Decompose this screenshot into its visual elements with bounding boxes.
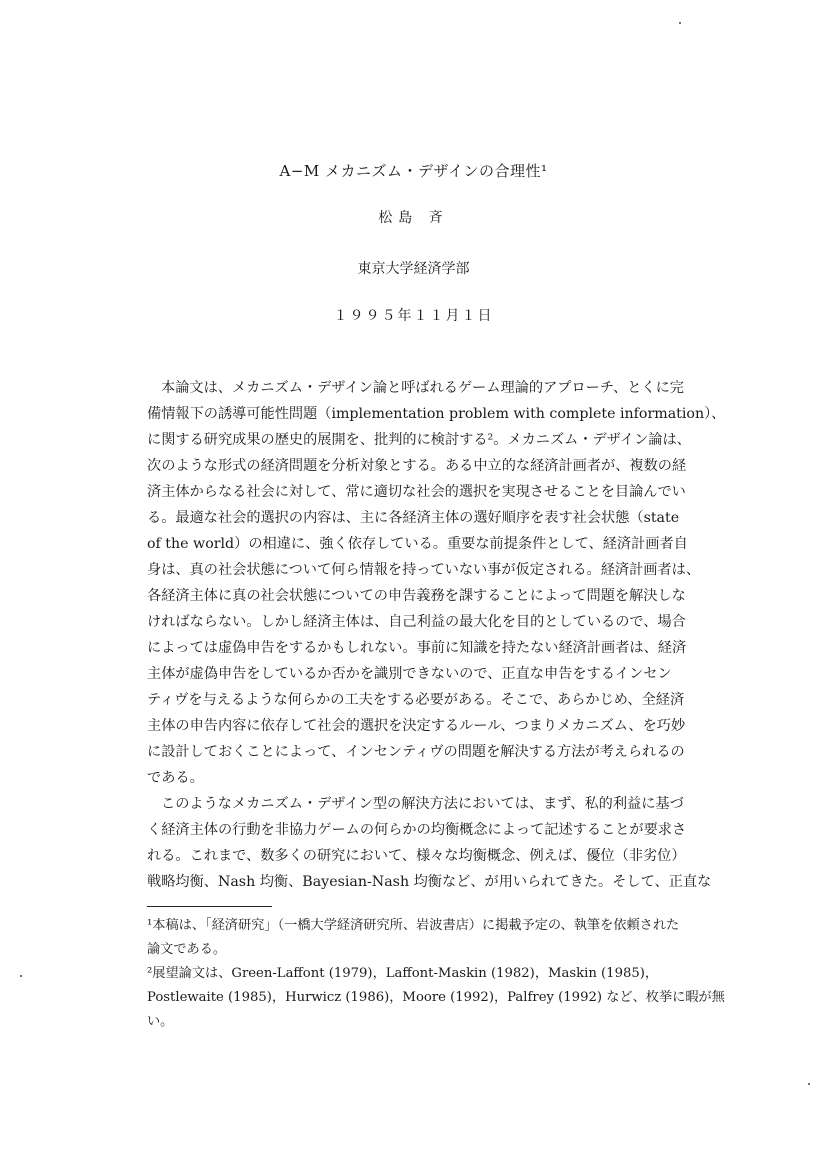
- body-line: ティヴを与えるような何らかの工夫をする必要がある。そこで、あらかじめ、全経済: [147, 692, 685, 708]
- body-line: 本論文は、メカニズム・デザイン論と呼ばれるゲーム理論的アプローチ、とくに完: [161, 380, 684, 396]
- footnote-line: Postlewaite (1985)，Hurwicz (1986)，Moore (1992)，Palfrey (1992) など、枚挙に暇が無: [147, 990, 725, 1005]
- body-line: 身は、真の社会状態について何ら情報を持っていない事が仮定される。経済計画者は、: [147, 562, 701, 578]
- body-line: of the world）の相違に、強く依存している。重要な前提条件として、経済計画者自: [147, 536, 688, 552]
- body-line: である。: [147, 770, 204, 786]
- body-line: 主体が虚偽申告をしているか否かを識別できないので、正直な申告をするインセン: [147, 666, 672, 682]
- body-line: 済主体からなる社会に対して、常に適切な社会的選択を実現させることを目論んでい: [147, 484, 686, 500]
- body-line: によっては虚偽申告をするかもしれない。事前に知識を持たない経済計画者は、経済: [147, 640, 687, 656]
- scan-speck: [808, 1083, 810, 1085]
- footnote-line: ²展望論文は、Green-Laffont (1979)，Laffont-Maskin (1982)，Maskin (1985)，: [147, 966, 659, 981]
- body-line: る。最適な社会的選択の内容は、主に各経済主体の選好順序を表す社会状態（state: [147, 510, 680, 526]
- scan-speck: [679, 22, 681, 24]
- body-line: 主体の申告内容に依存して社会的選択を決定するルール、つまりメカニズム、を巧妙: [147, 718, 686, 734]
- body-line: 次のような形式の経済問題を分析対象とする。ある中立的な経済計画者が、複数の経: [147, 458, 687, 474]
- affiliation: 東京大学経済学部: [357, 261, 470, 277]
- scan-speck: [20, 975, 22, 977]
- paper-title: A−M メカニズム・デザインの合理性¹: [279, 162, 548, 180]
- footnotes: [147, 914, 747, 1034]
- body-line: く経済主体の行動を非協力ゲームの何らかの均衡概念によって記述することが要求さ: [147, 822, 687, 838]
- paper-date: １９９５年１１月１日: [333, 308, 494, 324]
- footnote-line: 論文である。: [147, 942, 227, 957]
- body-line: このようなメカニズム・デザイン型の解決方法においては、まず、私的利益に基づ: [161, 796, 684, 812]
- footnote-separator: [147, 906, 272, 907]
- body-line: に設計しておくことによって、インセンティヴの問題を解決する方法が考えられるの: [147, 744, 685, 760]
- body-line: に関する研究成果の歴史的展開を、批判的に検討する²。メカニズム・デザイン論は、: [147, 432, 691, 448]
- author-name: 松島 斉: [378, 210, 449, 226]
- body-line: れる。これまで、数多くの研究において、様々な均衡概念、例えば、優位（非劣位）: [147, 848, 686, 864]
- body-line: 各経済主体に真の社会状態についての申告義務を課することによって問題を解決しな: [147, 588, 686, 604]
- footnote-line: い。: [147, 1014, 174, 1029]
- footnote-line: ¹本稿は、「経済研究」（一橋大学経済研究所、岩波書店）に掲載予定の、執筆を依頼された: [147, 918, 680, 933]
- body-line: 戦略均衡、Nash 均衡、Bayesian-Nash 均衡など、が用いられてきた。そして、正直な: [147, 874, 712, 890]
- body-line: 備情報下の誘導可能性問題（implementation problem with complete information）、: [147, 406, 726, 422]
- body-text: [147, 375, 741, 895]
- body-line: ければならない。しかし経済主体は、自己利益の最大化を目的としているので、場合: [147, 614, 686, 630]
